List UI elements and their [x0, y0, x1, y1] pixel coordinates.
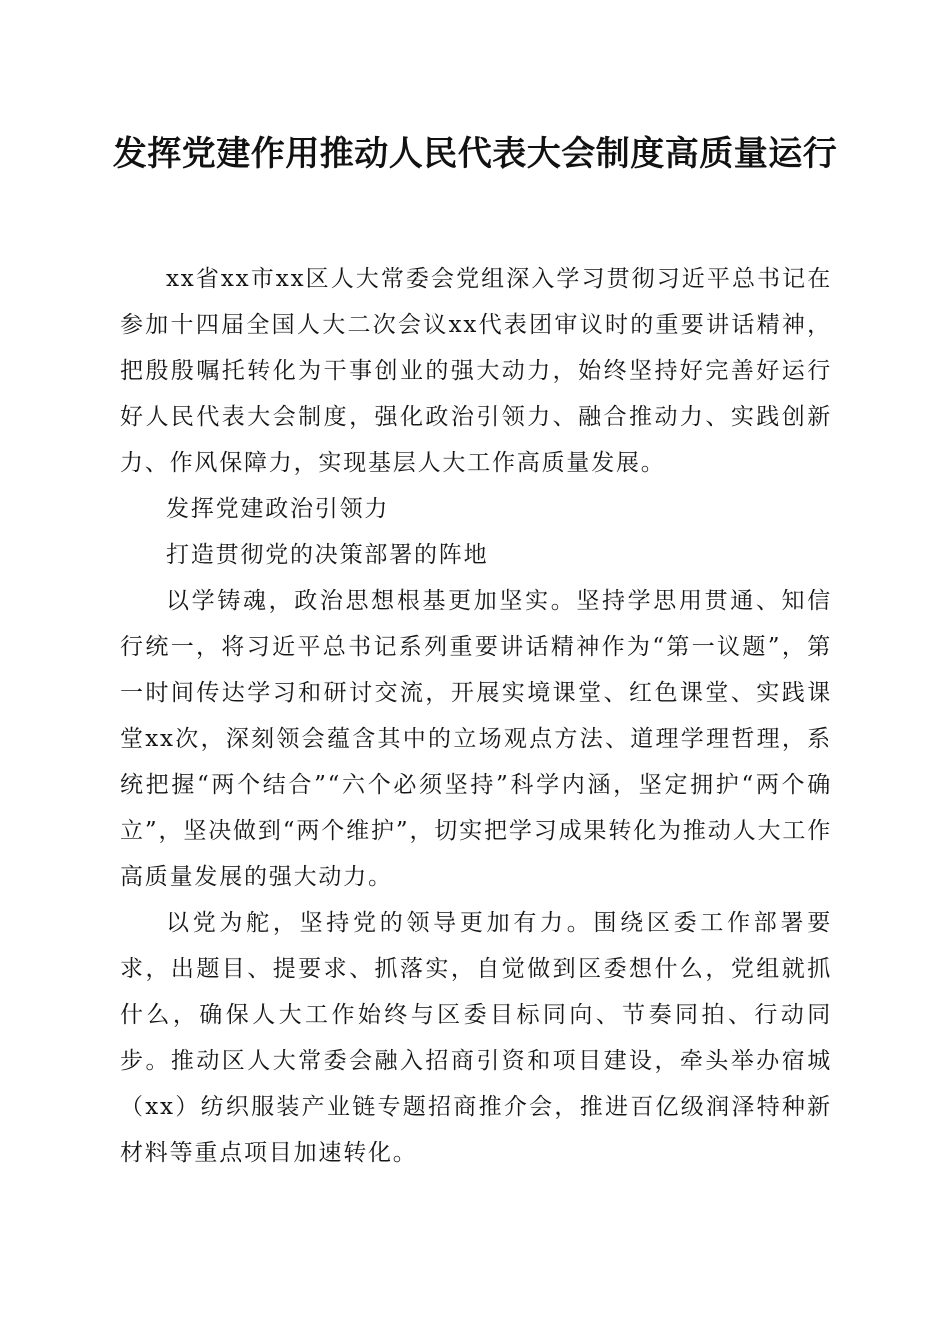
- section-heading: 发挥党建政治引领力: [166, 496, 390, 522]
- subsection-heading: 打造贯彻党的决策部署的阵地: [166, 542, 489, 568]
- document-title: 发挥党建作用推动人民代表大会制度高质量运行: [112, 134, 838, 174]
- intro-paragraph: xx省xx市xx区人大常委会党组深入学习贯彻习近平总书记在参加十四届全国人大二次会议xx代表团审议时的重要讲话精神，把殷殷嘱托转化为干事创业的强大动力，始终坚持好完善好运行好人民代表大会制度，强化政治引领力、融合推动力、实践创新力、作风保障力，实现基层人大工作高质量发展。: [120, 266, 832, 476]
- document-body: [120, 256, 832, 1176]
- body-paragraph-2: 以党为舵，坚持党的领导更加有力。围绕区委工作部署要求，出题目、提要求、抓落实，自觉做到区委想什么，党组就抓什么，确保人大工作始终与区委目标同向、节奏同拍、行动同步。推动区人大常委会融入招商引资和项目建设，牵头举办宿城（xx）纺织服装产业链专题招商推介会，推进百亿级润泽特种新材料等重点项目加速转化。: [120, 910, 832, 1166]
- body-paragraph-1: 以学铸魂，政治思想根基更加坚实。坚持学思用贯通、知信行统一，将习近平总书记系列重要讲话精神作为“第一议题”，第一时间传达学习和研讨交流，开展实境课堂、红色课堂、实践课堂xx次，深刻领会蕴含其中的立场观点方法、道理学理哲理，系统把握“两个结合”“六个必须坚持”科学内涵，坚定拥护“两个确立”，坚决做到“两个维护”，切实把学习成果转化为推动人大工作高质量发展的强大动力。: [120, 588, 832, 890]
